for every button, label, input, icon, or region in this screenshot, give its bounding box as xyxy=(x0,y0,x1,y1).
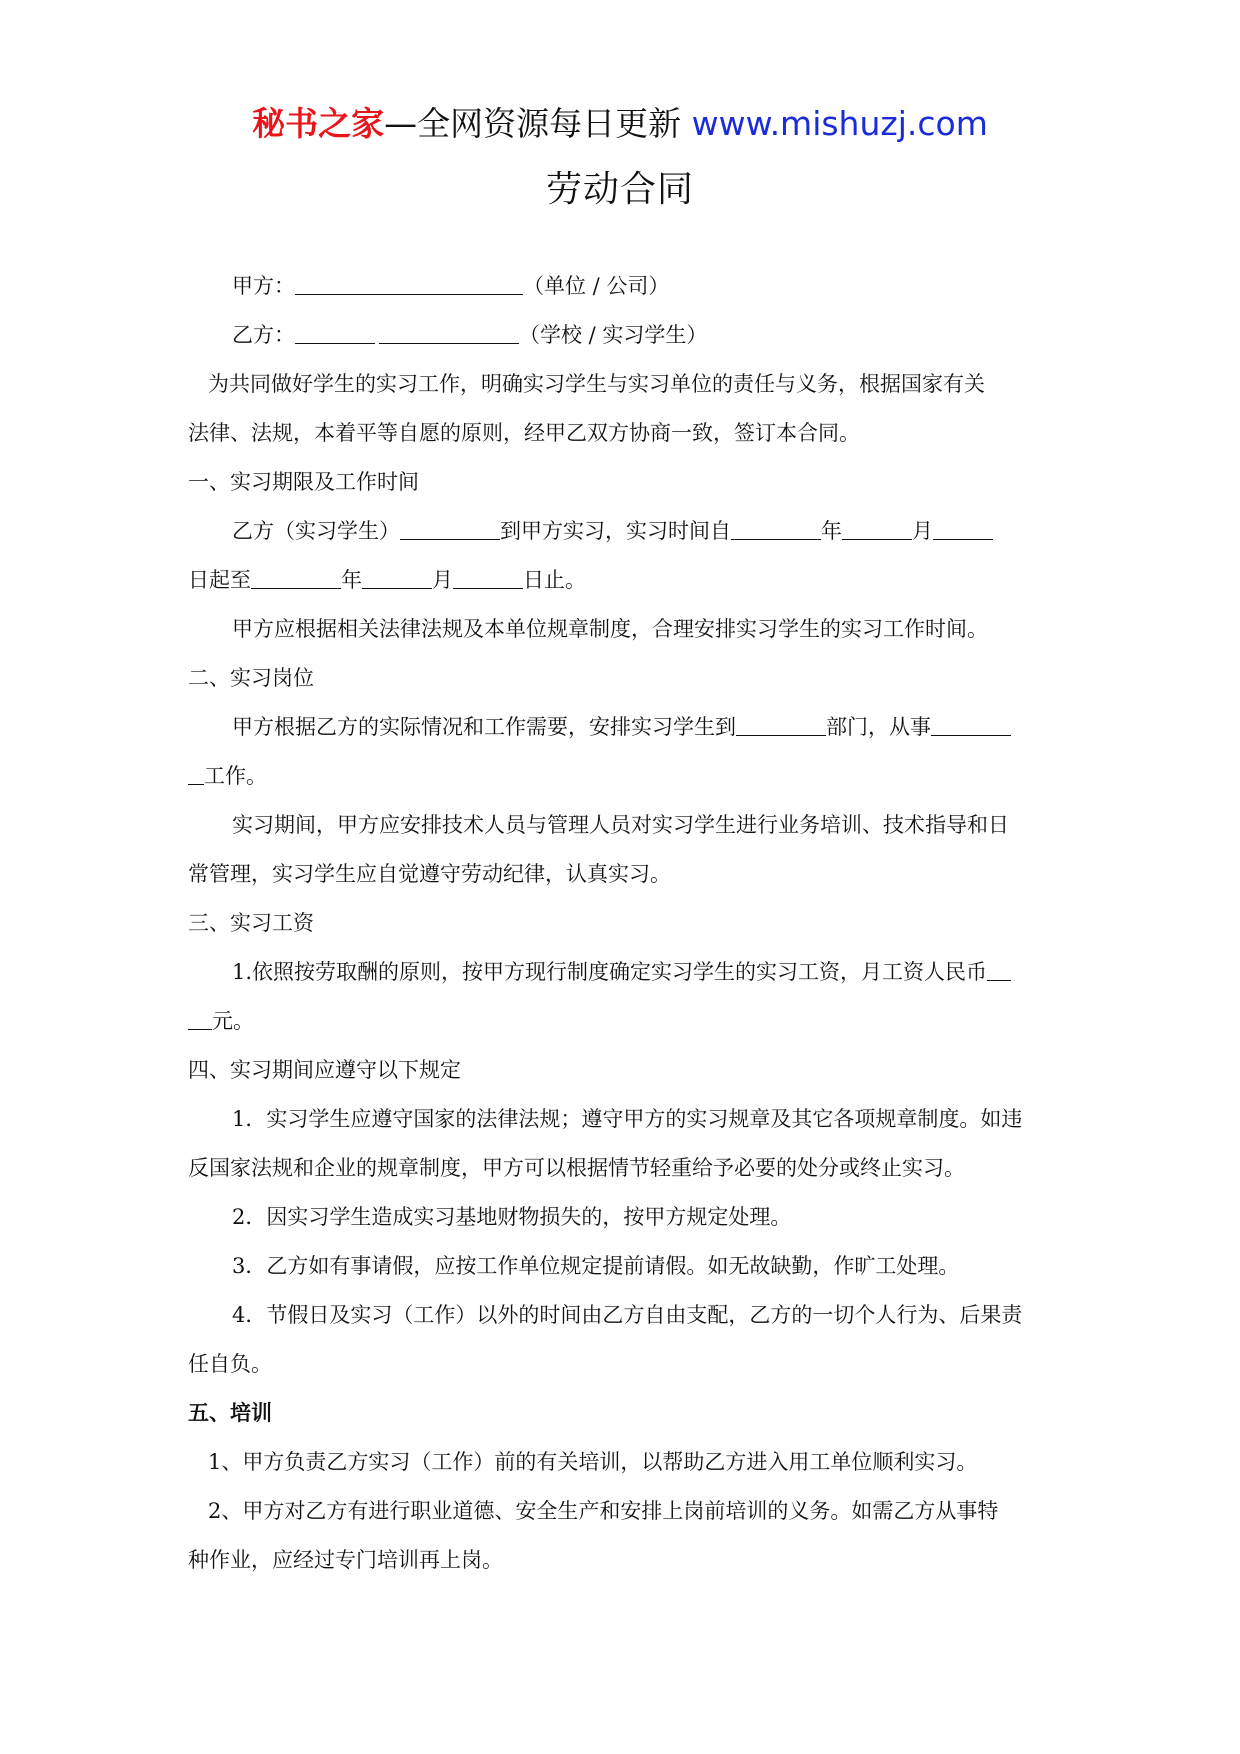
section2-paragraph-2-line-1: 实习期间，甲方应安排技术人员与管理人员对实习学生进行业务培训、技术指导和日 xyxy=(232,813,1009,837)
section4-item-1-line-1: 1．实习学生应遵守国家的法律法规；遵守甲方的实习规章及其它各项规章制度。如违 xyxy=(232,1107,1023,1131)
party-a-blank-1[interactable] xyxy=(295,270,303,295)
section4-item-2: 2．因实习学生造成实习基地财物损失的，按甲方规定处理。 xyxy=(232,1205,792,1229)
section3-paragraph-line-2 xyxy=(188,997,1058,1046)
section3-text-b: 元。 xyxy=(212,1009,254,1033)
banner-slogan: —全网资源每日更新 xyxy=(384,104,692,143)
section1-text-c: 年 xyxy=(821,519,842,543)
section5-item-2-line-2: 种作业，应经过专门培训再上岗。 xyxy=(188,1548,503,1572)
section1-paragraph-2: 甲方应根据相关法律法规及本单位规章制度，合理安排实习学生的实习工作时间。 xyxy=(232,617,988,641)
intro-line-2: 法律、法规，本着平等自愿的原则，经甲乙双方协商一致，签订本合同。 xyxy=(188,421,860,445)
section1-heading: 一、实习期限及工作时间 xyxy=(188,470,419,494)
section1-period-line-2 xyxy=(188,556,1058,605)
section1-text-h: 日止。 xyxy=(523,568,586,592)
end-day-blank[interactable] xyxy=(453,564,523,589)
intern-name-blank[interactable] xyxy=(400,515,500,540)
section3-heading: 三、实习工资 xyxy=(188,911,314,935)
section1-text-d: 月 xyxy=(912,519,933,543)
party-b-label: 乙方： xyxy=(232,323,295,347)
section2-text-b: 部门，从事 xyxy=(826,715,931,739)
section4-item-3: 3．乙方如有事请假，应按工作单位规定提前请假。如无故缺勤，作旷工处理。 xyxy=(232,1254,960,1278)
section1-text-e: 日起至 xyxy=(188,568,251,592)
section1-text-a: 乙方（实习学生） xyxy=(232,519,400,543)
section5-heading: 五、培训 xyxy=(188,1401,272,1425)
banner-brand: 秘书之家 xyxy=(252,104,385,143)
section1-period-line-1 xyxy=(188,507,1058,556)
section4-item-4-line-2: 任自负。 xyxy=(188,1352,272,1376)
party-b-blank-1[interactable] xyxy=(295,319,375,344)
start-day-blank[interactable] xyxy=(933,515,993,540)
party-b-blank-2[interactable] xyxy=(379,319,519,344)
section2-paragraph-1-line-2 xyxy=(188,752,1058,801)
party-b-line xyxy=(188,311,1058,360)
section2-paragraph-2-line-2: 常管理，实习学生应自觉遵守劳动纪律，认真实习。 xyxy=(188,862,671,886)
job-blank-continued[interactable] xyxy=(188,760,204,785)
contract-body xyxy=(188,262,1058,1585)
section2-text-c: 工作。 xyxy=(204,764,267,788)
salary-blank-continued[interactable] xyxy=(188,1005,212,1030)
section1-text-g: 月 xyxy=(432,568,453,592)
job-blank[interactable] xyxy=(931,711,1011,736)
intro-line-1: 为共同做好学生的实习工作，明确实习学生与实习单位的责任与义务，根据国家有关 xyxy=(208,372,985,396)
section2-text-a: 甲方根据乙方的实际情况和工作需要，安排实习学生到 xyxy=(232,715,736,739)
section5-item-1: 1、甲方负责乙方实习（工作）前的有关培训，以帮助乙方进入用工单位顺利实习。 xyxy=(208,1450,978,1474)
section4-item-1-line-2: 反国家法规和企业的规章制度，甲方可以根据情节轻重给予必要的处分或终止实习。 xyxy=(188,1156,965,1180)
banner-url-link[interactable]: www.mishuzj.com xyxy=(691,104,988,143)
section5-item-2-line-1: 2、甲方对乙方有进行职业道德、安全生产和安排上岗前培训的义务。如需乙方从事特 xyxy=(208,1499,999,1523)
section3-paragraph-line-1 xyxy=(188,948,1058,997)
end-month-blank[interactable] xyxy=(362,564,432,589)
end-year-blank[interactable] xyxy=(251,564,341,589)
section1-text-b: 到甲方实习，实习时间自 xyxy=(500,519,731,543)
section1-text-f: 年 xyxy=(341,568,362,592)
start-month-blank[interactable] xyxy=(842,515,912,540)
party-a-suffix: （单位 / 公司） xyxy=(523,274,670,298)
section2-paragraph-1-line-1 xyxy=(188,703,1058,752)
party-a-blank-2[interactable] xyxy=(303,270,433,295)
section4-item-4-line-1: 4．节假日及实习（工作）以外的时间由乙方自由支配，乙方的一切个人行为、后果责 xyxy=(232,1303,1023,1327)
party-a-blank-3[interactable] xyxy=(433,270,523,295)
start-year-blank[interactable] xyxy=(731,515,821,540)
salary-blank[interactable] xyxy=(987,956,1011,981)
section4-heading: 四、实习期间应遵守以下规定 xyxy=(188,1058,461,1082)
section2-heading: 二、实习岗位 xyxy=(188,666,314,690)
party-a-label: 甲方： xyxy=(232,274,295,298)
department-blank[interactable] xyxy=(736,711,826,736)
party-b-suffix: （学校 / 实习学生） xyxy=(519,323,708,347)
party-a-line xyxy=(188,262,1058,311)
section3-text-a: 1.依照按劳取酬的原则，按甲方现行制度确定实习学生的实习工资，月工资人民币 xyxy=(232,960,988,984)
document-title: 劳动合同 xyxy=(545,169,694,210)
site-banner xyxy=(0,100,1240,148)
